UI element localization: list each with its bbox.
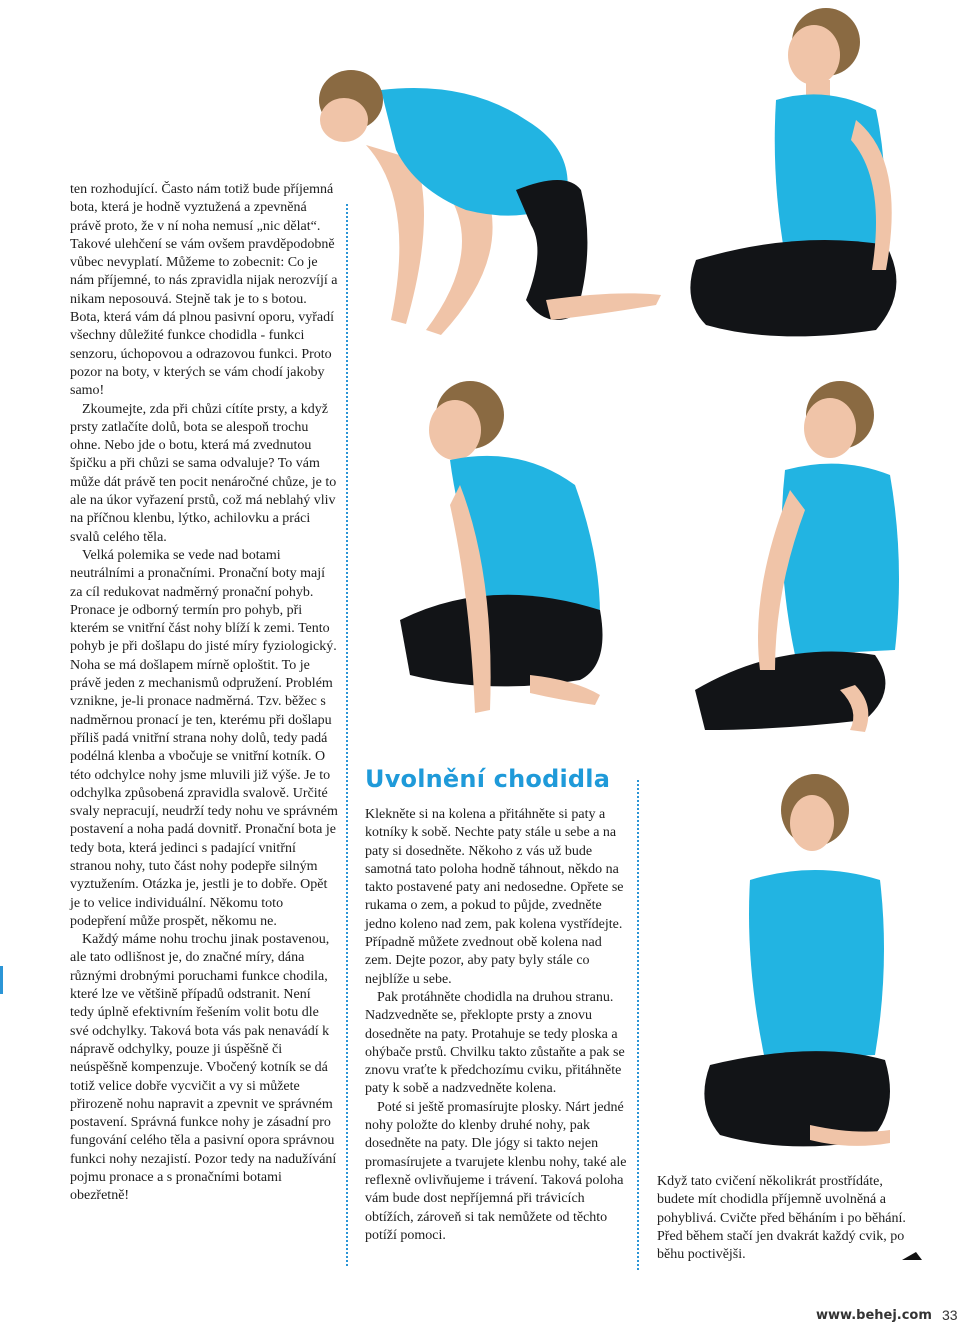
figure-sitting-on-heels-illustration — [676, 0, 960, 350]
article-column-right — [657, 1173, 919, 1264]
paragraph: Pak protáhněte chodidla na druhou stranu. Nadzvedněte se, překlopte prsty a znovu dosedněte na paty. Protahuje se tedy ploska a ohýbače prstů. Chvilku takto zůstaňte a pak se znovu vraťte k předchozímu cviku, přitáhněte paty k sobě a nadzvedněte kolena. — [365, 989, 625, 1097]
photo-sitting-on-heels — [676, 0, 960, 350]
photo-kneeling-knee-up — [690, 370, 960, 750]
column-divider — [637, 780, 639, 1270]
footer-url: www.behej.com — [816, 1308, 932, 1323]
figure-squatting-illustration — [400, 375, 620, 735]
column-divider — [346, 204, 348, 1266]
paragraph: Poté si ještě promasírujte plosky. Nárt jedné nohy položte do klenby druhé nohy, pak dosedněte na paty. Dle jógy si takto nejen promasírujete a tvarujete klenbu nohy, také ale reflexně ovlivňujeme i trávení. Taková poloha vám bude dost nepříjemná při trávicích obtížích, zároveň si tak nemůžete od těchto potíží pomoci. — [365, 1099, 627, 1243]
paragraph: Klekněte si na kolena a přitáhněte si paty a kotníky k sobě. Nechte paty stále u sebe a na paty si dosedněte. Někoho z vás už bude samotná tato poloha hodně táhnout, někdo na takto postavené paty ani nedosedne. Opřete se rukama o zem, a pokud to půjde, zvedněte jedno koleno nad zem, pak kolena vystřídejte. Případně můžete zvednout obě kolena nad zem. Dejte pozor, aby paty byly stále co nejblíže u sebe. — [365, 807, 624, 987]
photo-kneeling-forward — [296, 50, 676, 350]
paragraph: Když tato cvičení několikrát prostřídáte, budete mít chodidla příjemně uvolněná a pohyblivá. Cvičte před běháním i po běhání. Před během stačí jen dvakrát každý cvik, po běhu poctivějši. — [657, 1174, 906, 1263]
paragraph: ten rozhodující. Často nám totiž bude příjemná bota, která je hodně vyztužená a zpevněná právě proto, že v ní noha nemusí „nic dělat“. Takové ulehčení se vám ovšem pravděpodobně vůbec nevyplatí. Můžeme to zobecnit: Co je nám příjemné, to nás zpravidla nijak nerozvíjí a nikam neposouvá. Stejně tak je to s botou. Bota, která vám dá plnou pasivní oporu, vyřadí všechny důležité funkce chodidla - funkci senzoru, úchopovou a odrazovou funkci. Proto pozor na boty, v kterých se vám chodí jakoby samo! — [70, 182, 338, 399]
paragraph: Velká polemika se vede nad botami neutrálními a pronačními. Pronační boty mají za cíl redukovat nadměrný pronační pohyb. Pronace je odborný termín pro pohyb, při kterém se vnitřní část nohy blíží k zemi. Tento pohyb je při došlapu do jisté míry fyziologický. Noha se má došlapem mírně oploštit. To je právě jeden z mechanismů odpružení. Problém vznikne, je-li pronace nadměrná. Tzv. běžec s nadměrnou pronací je ten, kterému při došlapu příliš padá vnitřní strana nohy dolů, tedy padá podélná klenba a vbočuje se vnitřní kotník. O této odchylce nohy jsme mluvili již výše. Je to odchylka způsobená zpravidla svalově. Určité svaly nepracují, neudrží tedy nohu ve správném postavení a noha padá dovnitř. Pronační bota je tedy bota, která jedinci s padající vnitřní stranou nohy, tuto část nohy podepře silným vyztužením. Otázka je, jestli je to dobře. Opět je to velice individuální. Někomu toto podepření může prospět, někomu ne. — [70, 547, 338, 929]
end-arrow-icon — [902, 1250, 922, 1262]
figure-kneeling-knee-up-illustration — [690, 370, 960, 750]
page-number: 33 — [942, 1307, 958, 1323]
figure-kneeling-forward-illustration — [296, 50, 676, 350]
photo-seated-back-view — [690, 765, 960, 1160]
paragraph: Každý máme nohu trochu jinak postavenou, ale tato odlišnost je, do značné míry, dána různými drobnými poruchami funkce chodila, které lze ve většině případů odstranit. Není tedy úplně efektivním řešením volit botu dle své odchylky. Taková bota vás pak nenavádí k nápravě odchylky, pouze ji úspěšně či neúspěšně kompenzuje. Vbočený kotník se dá totiž velice dobře vycvičit a vy si můžete přirozeně nohu napravit a zpevnit ve správném postavení. Správná funkce nohy je zásadní pro fungování celého těla a pasivní opora správnou funkci nohy nezajistí. Pozor tedy na nadužívání pojmu pronace a s pronačními botami obezřetně! — [70, 932, 337, 1204]
article-column-left — [70, 181, 338, 1206]
photo-squatting — [400, 375, 620, 735]
page-edge-mark — [0, 966, 3, 994]
paragraph: Zkoumejte, zda při chůzi cítíte prsty, a když prsty zatlačíte dolů, bota se alespoň trochu ohne. Nebo jde o botu, která má zvednutou špičku a při chůzi se sama odvaluje? To vám může dát právě ten pocit nenáročné chůze, je to ale na úkor vyřazení prstů, což má neblahý vliv na příčnou klenbu, lýtko, achilovku a práci svalů celého těla. — [70, 401, 337, 545]
figure-seated-back-view-illustration — [690, 765, 960, 1160]
article-column-middle — [365, 806, 627, 1245]
section-heading: Uvolnění chodidla — [365, 765, 611, 793]
